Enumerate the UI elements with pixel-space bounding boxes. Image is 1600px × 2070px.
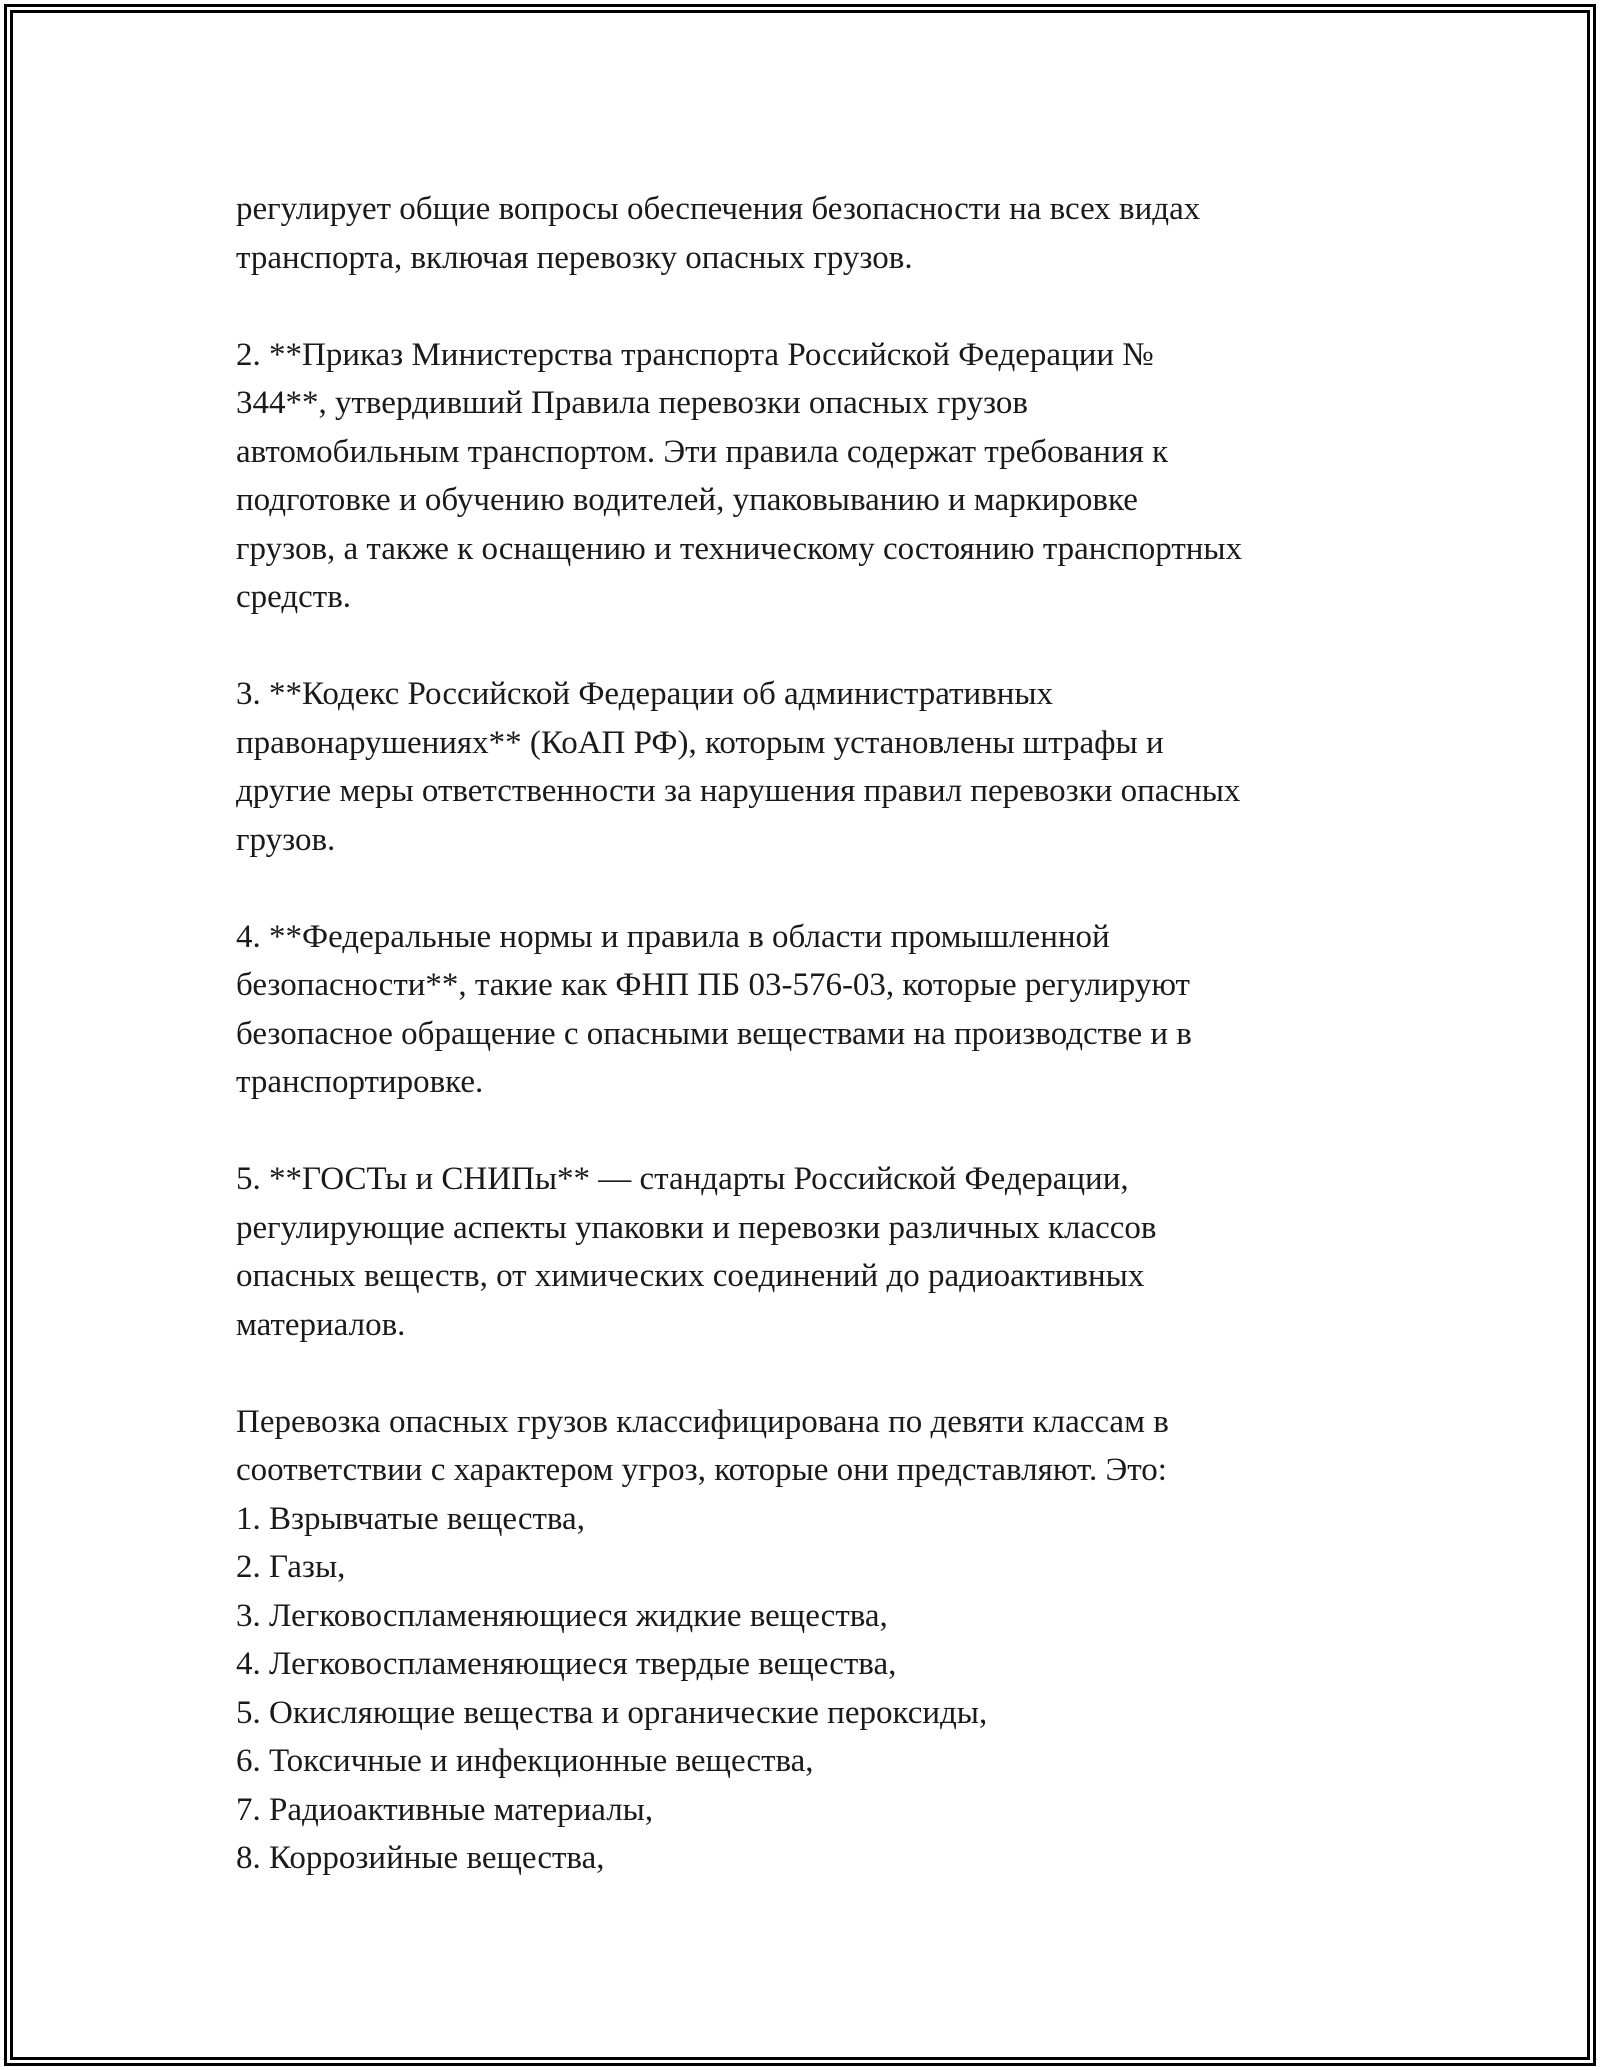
paragraph-gap xyxy=(236,282,1376,331)
paragraph-gap xyxy=(236,864,1376,913)
paragraph-intro-continuation xyxy=(236,185,1376,282)
text-line: регулирующие аспекты упаковки и перевозки различных классов xyxy=(236,1209,1157,1246)
list-item: 3. Легковоспламеняющиеся жидкие вещества, xyxy=(236,1597,888,1634)
text-line: правонарушениях** (КоАП РФ), которым установлены штрафы и xyxy=(236,724,1164,761)
text-line: транспорта, включая перевозку опасных грузов. xyxy=(236,239,913,276)
text-line: опасных веществ, от химических соединений до радиоактивных xyxy=(236,1258,1145,1294)
list-item: 7. Радиоактивные материалы, xyxy=(236,1791,654,1828)
text-line: автомобильным транспортом. Эти правила содержат требования к xyxy=(236,433,1169,470)
list-item: 1. Взрывчатые вещества, xyxy=(236,1500,585,1537)
text-line: грузов, а также к оснащению и техническому состоянию транспортных xyxy=(236,530,1243,567)
paragraph-item-2 xyxy=(236,331,1376,622)
text-line: безопасное обращение с опасными веществами на производстве и в xyxy=(236,1015,1192,1052)
text-line: средств. xyxy=(236,579,352,615)
paragraph-item-4 xyxy=(236,913,1376,1107)
text-line: безопасности**, такие как ФНП ПБ 03-576-03, которые регулируют xyxy=(236,967,1190,1003)
text-line: Перевозка опасных грузов классифицирована по девяти классам в xyxy=(236,1403,1169,1440)
paragraph-item-3 xyxy=(236,670,1376,864)
paragraph-hazard-classes xyxy=(236,1398,1376,1883)
text-line: 3. **Кодекс Российской Федерации об административных xyxy=(236,676,1054,712)
text-line: регулирует общие вопросы обеспечения безопасности на всех видах xyxy=(236,191,1201,227)
text-line: 2. **Приказ Министерства транспорта Российской Федерации № xyxy=(236,336,1154,373)
paragraph-item-5 xyxy=(236,1155,1376,1349)
list-item: 4. Легковоспламеняющиеся твердые вещества, xyxy=(236,1646,897,1682)
text-line: 5. **ГОСТы и СНИПы** — стандарты Российской Федерации, xyxy=(236,1161,1129,1197)
text-line: материалов. xyxy=(236,1306,406,1343)
paragraph-gap xyxy=(236,622,1376,671)
text-line: 4. **Федеральные нормы и правила в области промышленной xyxy=(236,918,1110,955)
list-item: 6. Токсичные и инфекционные вещества, xyxy=(236,1743,814,1779)
text-line: грузов. xyxy=(236,821,336,858)
text-line: подготовке и обучению водителей, упаковыванию и маркировке xyxy=(236,482,1138,518)
text-line: 344**, утвердивший Правила перевозки опасных грузов xyxy=(236,385,1028,421)
paragraph-gap xyxy=(236,1349,1376,1398)
list-item: 5. Окисляющие вещества и органические пероксиды, xyxy=(236,1694,988,1731)
text-line: другие меры ответственности за нарушения правил перевозки опасных xyxy=(236,773,1241,809)
paragraph-gap xyxy=(236,1107,1376,1156)
list-item: 2. Газы, xyxy=(236,1549,346,1585)
text-line: соответствии с характером угроз, которые они представляют. Это: xyxy=(236,1452,1167,1488)
document-body xyxy=(236,185,1376,1883)
list-item: 8. Коррозийные вещества, xyxy=(236,1840,605,1876)
text-line: транспортировке. xyxy=(236,1064,484,1100)
